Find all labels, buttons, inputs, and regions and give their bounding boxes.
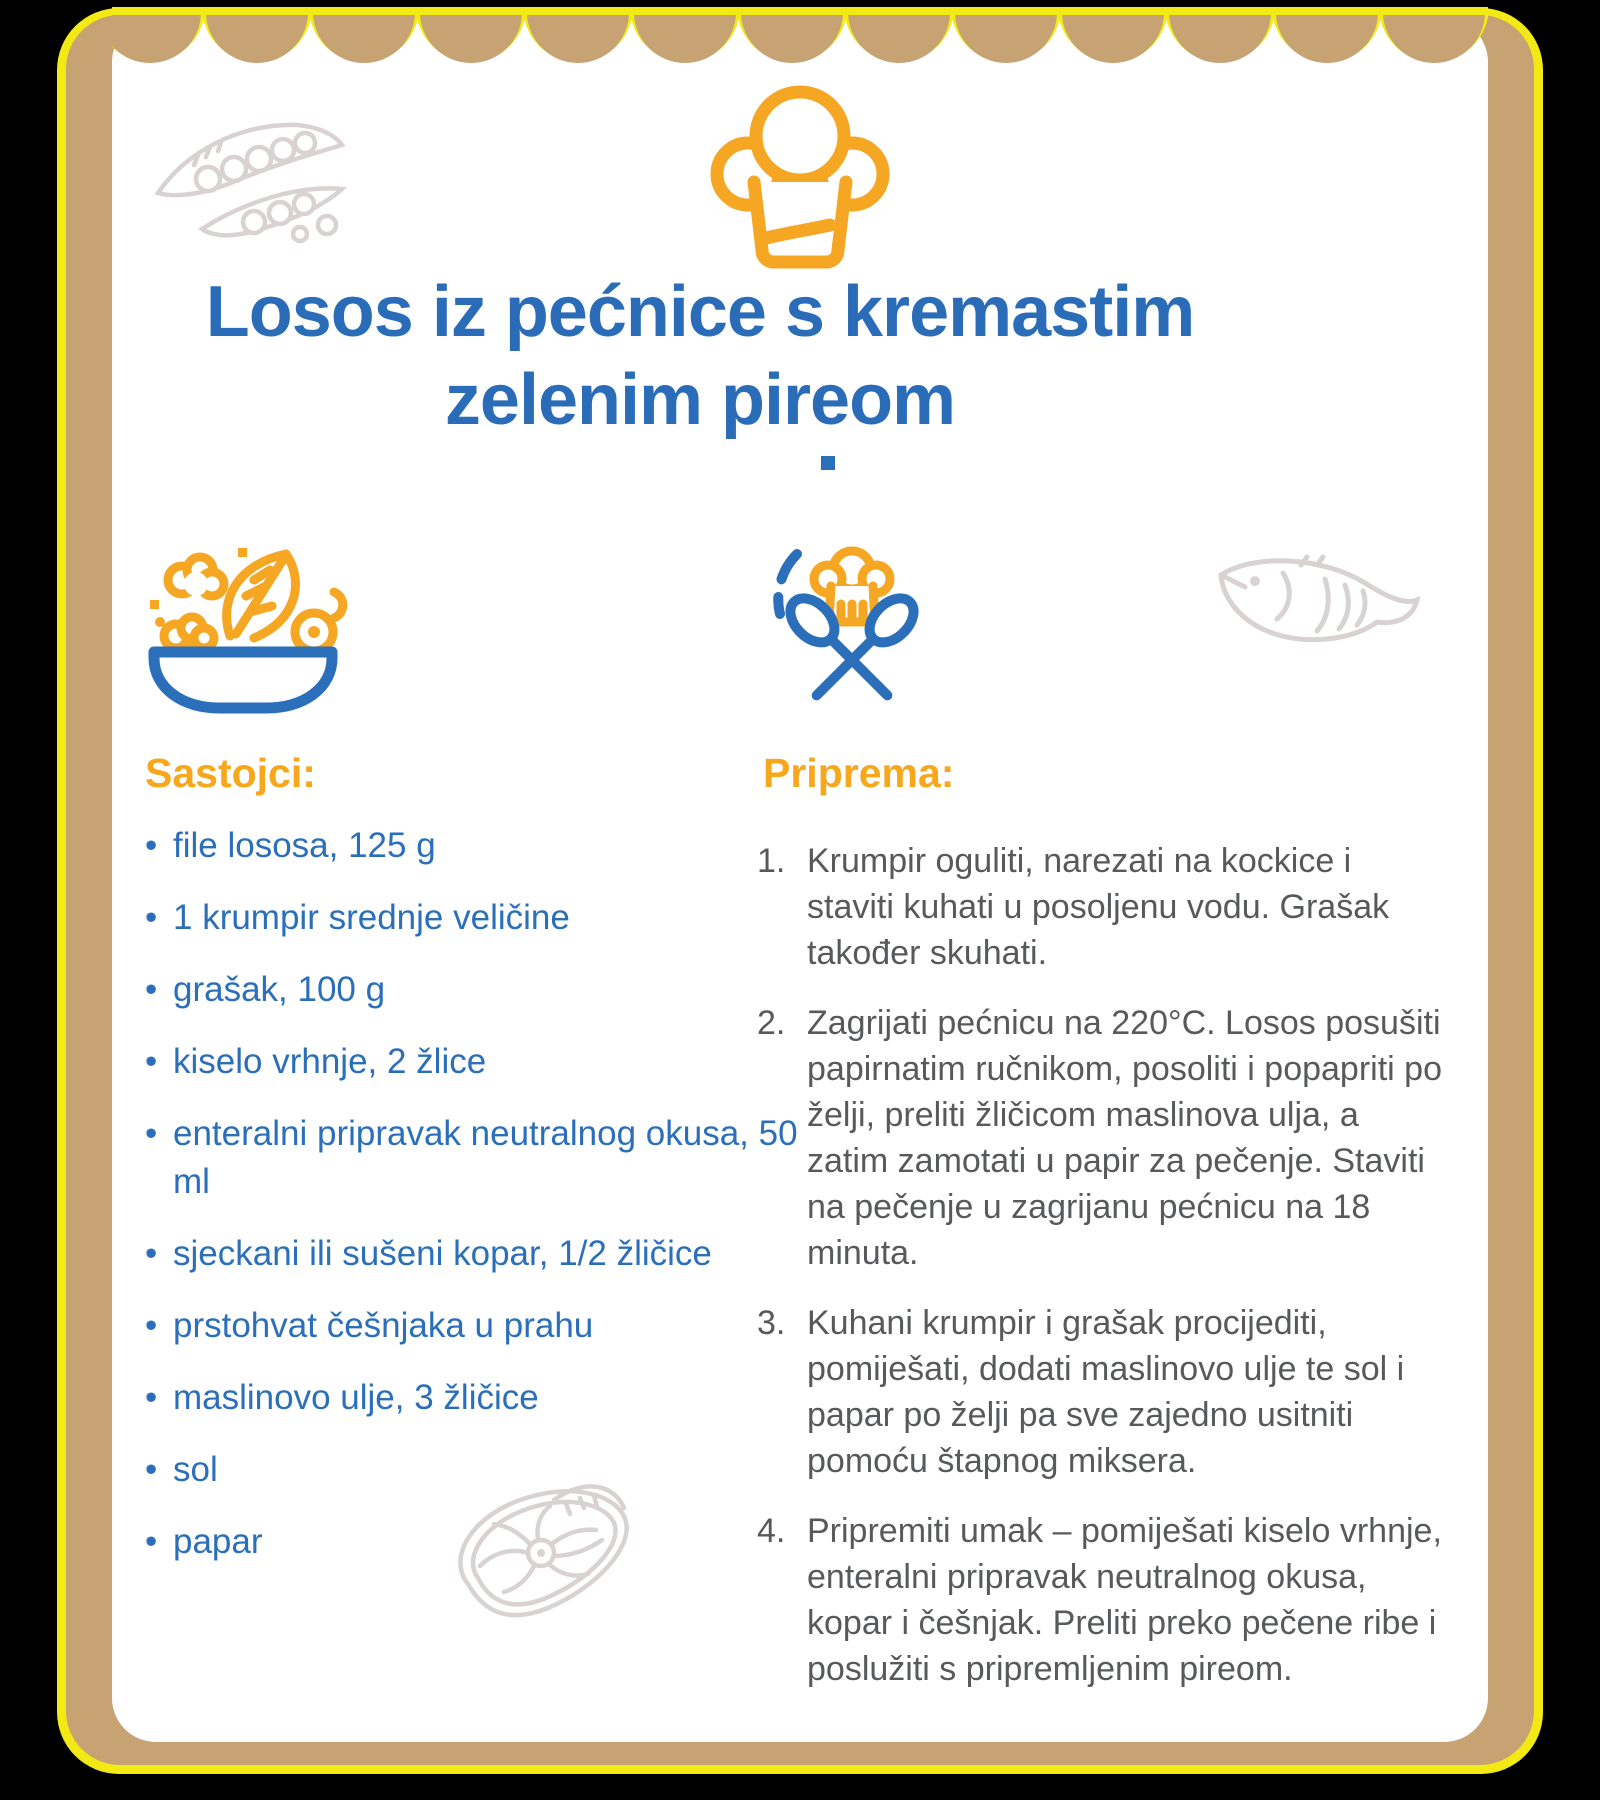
- preparation-step: [757, 1508, 1447, 1692]
- bullet-icon: •: [145, 1114, 158, 1153]
- preparation-step-text: Kuhani krumpir i grašak procijediti, pomiješati, dodati maslinovo ulje te sol i papar po želji pa sve zajedno usitniti pomoću štapnog miksera.: [807, 1304, 1405, 1480]
- ingredients-heading: Sastojci:: [145, 750, 316, 796]
- ingredient-item-text: grašak, 100 g: [173, 970, 386, 1009]
- ingredient-item-text: kiselo vrhnje, 2 žlice: [173, 1042, 487, 1081]
- ingredient-item-text: sjeckani ili sušeni kopar, 1/2 žličice: [173, 1234, 712, 1273]
- ingredient-item: [145, 1230, 805, 1278]
- preparation-step: [757, 838, 1447, 976]
- title-line2: zelenim pireom: [444, 360, 956, 440]
- ingredient-item-text: sol: [173, 1450, 218, 1489]
- ingredient-item: [145, 966, 805, 1014]
- title-line1: Losos iz pećnice s kremastim: [205, 272, 1195, 352]
- preparation-steps: [757, 838, 1447, 1716]
- preparation-step-text: Krumpir oguliti, narezati na kockice i staviti kuhati u posoljenu vodu. Grašak također skuhati.: [807, 842, 1390, 972]
- bullet-icon: •: [145, 1450, 158, 1489]
- ingredient-item: [145, 1302, 805, 1350]
- ingredient-item-text: maslinovo ulje, 3 žličice: [173, 1378, 539, 1417]
- ingredient-item: [145, 1446, 805, 1494]
- ingredient-item: [145, 822, 805, 870]
- bullet-icon: •: [145, 970, 158, 1009]
- preparation-step-text: Pripremiti umak – pomiješati kiselo vrhnje, enteralni pripravak neutralnog okusa, kopar i češnjak. Preliti preko pečene ribe i poslužiti s pripremljenim pireom.: [807, 1512, 1442, 1688]
- ingredient-item-text: papar: [173, 1522, 263, 1561]
- step-number: 1.: [757, 842, 786, 880]
- ingredient-item-text: prstohvat češnjaka u prahu: [173, 1306, 594, 1345]
- preparation-heading: Priprema:: [763, 750, 955, 796]
- bullet-icon: •: [145, 1042, 158, 1081]
- bullet-icon: •: [145, 1522, 158, 1561]
- step-number: 3.: [757, 1304, 786, 1342]
- step-number: 2.: [757, 1004, 786, 1042]
- ingredient-item-text: 1 krumpir srednje veličine: [173, 898, 570, 937]
- preparation-step-text: Zagrijati pećnicu na 220°C. Losos posušiti papirnatim ručnikom, posoliti i popapriti po želji, preliti žličicom maslinova ulja, a zatim zamotati u papir za pečenje. Staviti na pečenje u zagrijanu pećnicu na 18 minuta.: [807, 1004, 1442, 1272]
- bullet-icon: •: [145, 826, 158, 865]
- ingredient-item: [145, 894, 805, 942]
- preparation-step: [757, 1300, 1447, 1484]
- ingredient-item: [145, 1518, 805, 1566]
- ingredient-item-text: enteralni pripravak neutralnog okusa, 50 ml: [173, 1114, 798, 1201]
- ingredient-item: [145, 1374, 805, 1422]
- bullet-icon: •: [145, 1306, 158, 1345]
- bullet-icon: •: [145, 1234, 158, 1273]
- bullet-icon: •: [145, 1378, 158, 1417]
- bullet-icon: •: [145, 898, 158, 937]
- ingredient-item: [145, 1038, 805, 1086]
- preparation-step: [757, 1000, 1447, 1276]
- ingredient-item-text: file lososa, 125 g: [173, 826, 436, 865]
- ingredient-item: [145, 1110, 805, 1206]
- ingredients-list: [145, 822, 805, 1590]
- step-number: 4.: [757, 1512, 786, 1550]
- recipe-title: [0, 268, 1400, 444]
